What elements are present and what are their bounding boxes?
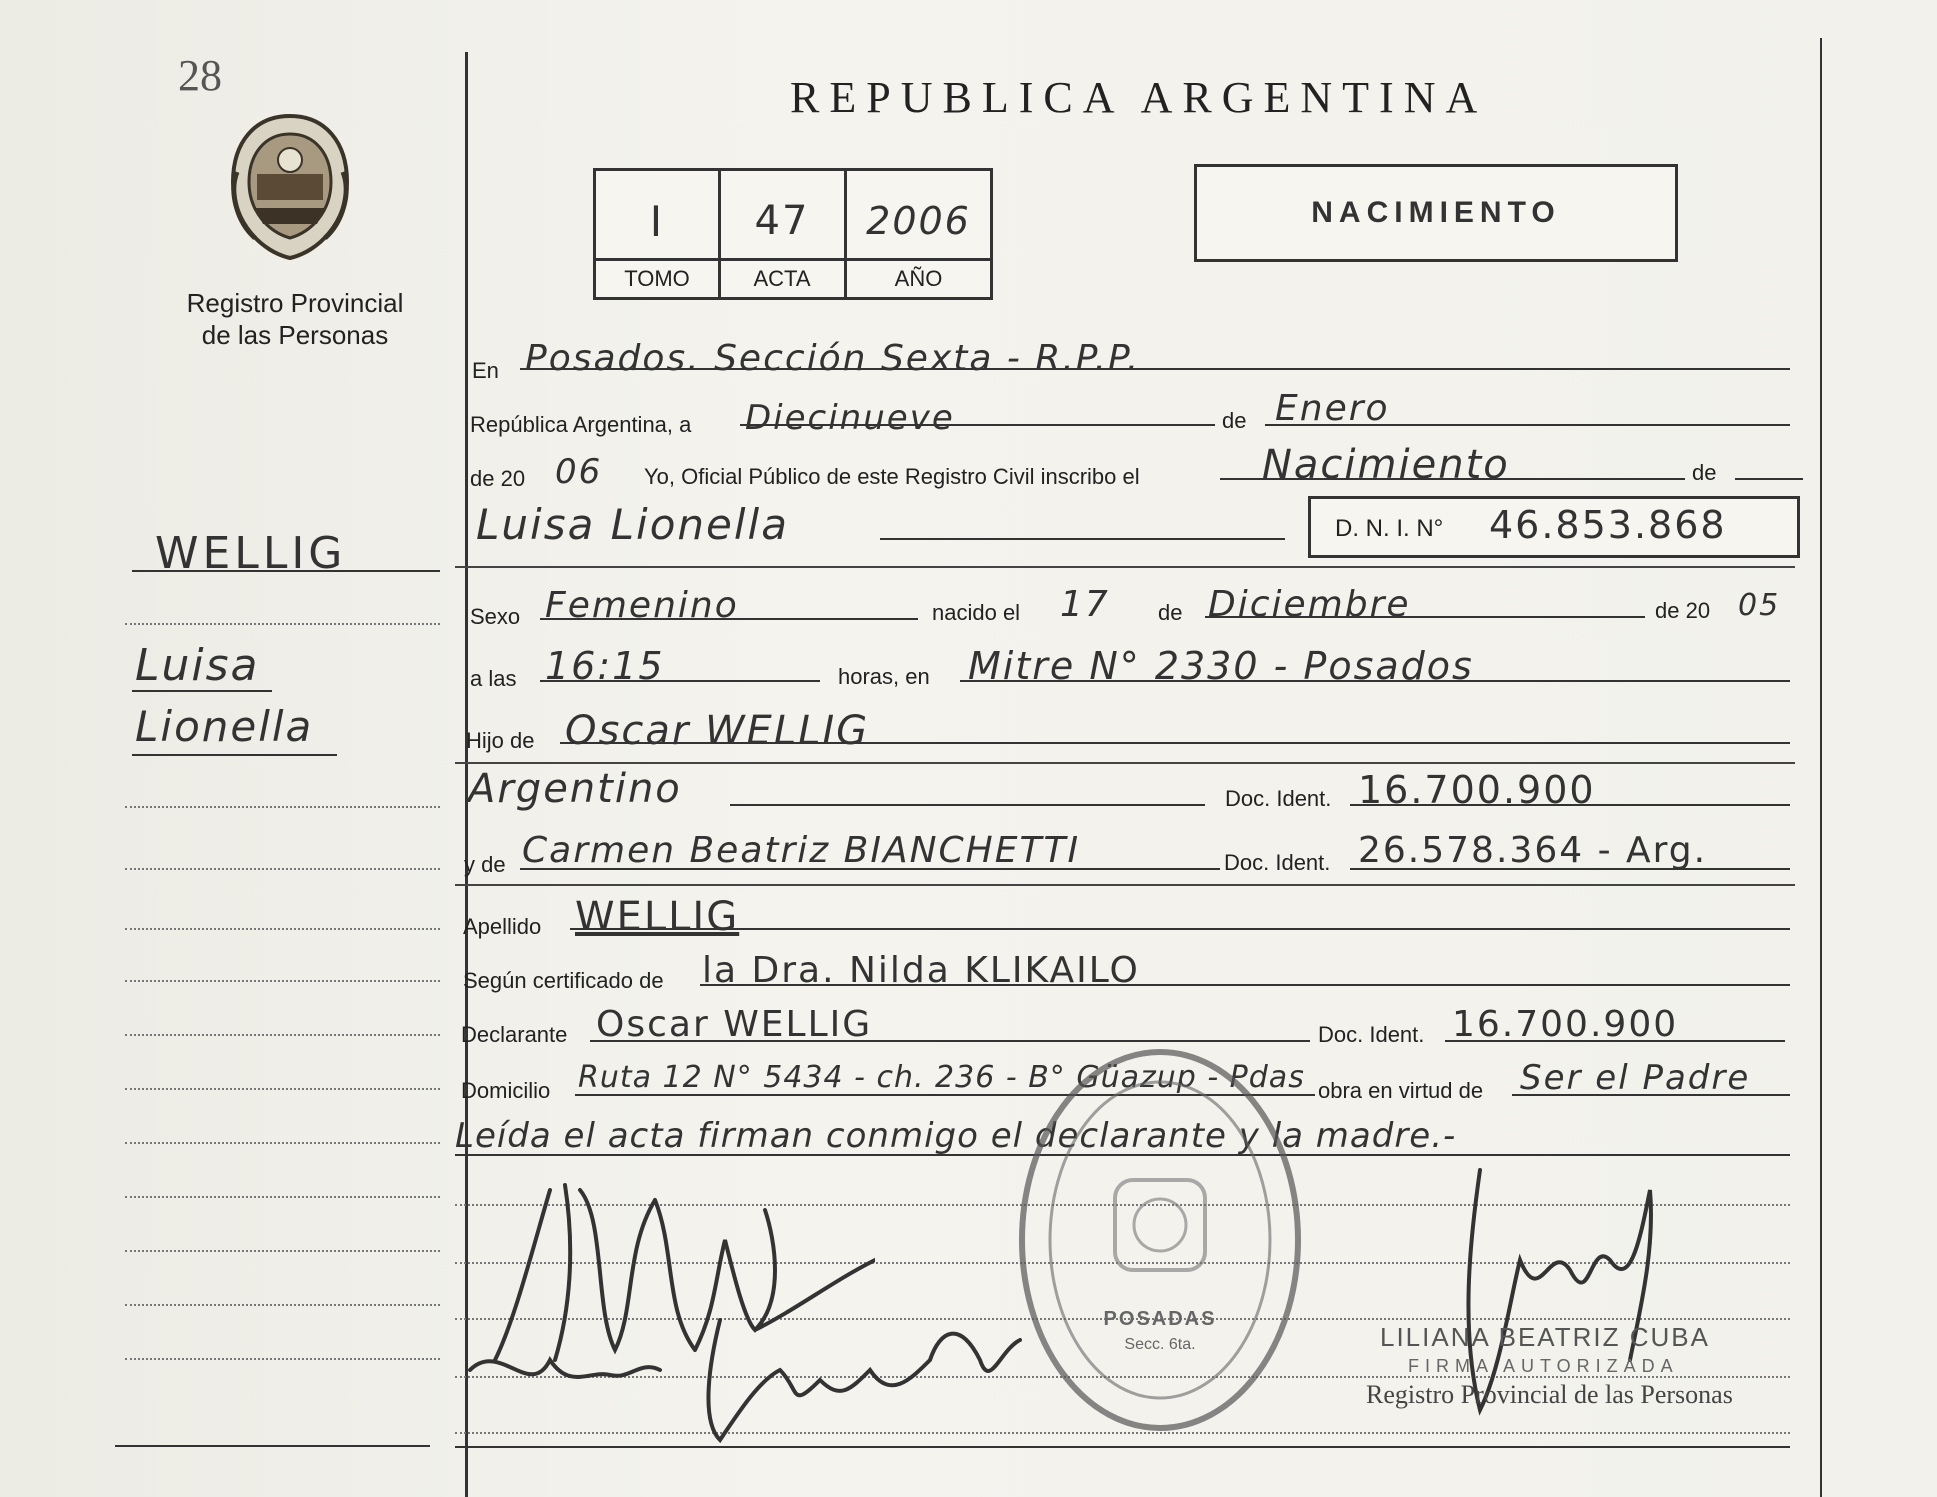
tomo-value: I — [649, 196, 665, 246]
registry-name-line1: Registro Provincial — [186, 288, 404, 318]
lugar-value: Mitre N° 2330 - Posados — [968, 644, 1474, 688]
margin-rule — [125, 1250, 440, 1252]
en-line — [520, 368, 1790, 370]
margin-middle-underline — [132, 754, 337, 756]
alas-label: a las — [470, 666, 517, 691]
page-number: 28 — [178, 51, 222, 100]
margin-rule — [125, 1196, 440, 1198]
tomo-label: TOMO — [624, 266, 690, 291]
child-name-value: Luisa Lionella — [476, 500, 789, 549]
margin-first-underline — [132, 690, 272, 692]
section-rule — [455, 884, 1795, 886]
nacido-month: Diciembre — [1208, 584, 1411, 625]
margin-surname-underline — [132, 570, 440, 572]
official-stamp-icon — [1010, 1040, 1310, 1440]
nacido-line — [1205, 616, 1645, 618]
year-value: 06 — [555, 452, 603, 492]
margin-rule — [125, 1142, 440, 1144]
day-value: Diecinueve — [745, 398, 955, 438]
padre-doc-value: 16.700.900 — [1358, 768, 1596, 812]
inscribo-line — [1220, 478, 1685, 480]
madre-line — [520, 868, 1220, 870]
lugar-line — [960, 680, 1790, 682]
dni-value: 46.853.868 — [1489, 503, 1727, 547]
segun-line — [700, 984, 1790, 986]
stamp-section: Secc. 6ta. — [1124, 1336, 1196, 1353]
registry-name-line2: de las Personas — [201, 320, 389, 350]
de20-label: de 20 — [1655, 598, 1711, 623]
margin-surname: WELLIG — [155, 528, 347, 579]
month-de-label: de — [1222, 408, 1247, 433]
anio-value: 2006 — [866, 199, 971, 243]
hora-value: 16:15 — [545, 644, 665, 688]
acta-label: ACTA — [753, 266, 811, 291]
domicilio-value: Ruta 12 N° 5434 - ch. 236 - B° Güazup - Pdas — [578, 1060, 1305, 1095]
official-name: LILIANA BEATRIZ CUBA — [1380, 1322, 1710, 1352]
madre-doc-label: Doc. Ident. — [1224, 850, 1331, 875]
madre-value: Carmen Beatriz BIANCHETTI — [522, 830, 1081, 871]
horas-label: horas, en — [838, 664, 930, 689]
margin-middle-name: Lionella — [135, 702, 314, 751]
en-value: Posados. Sección Sexta - R.P.P. — [525, 338, 1141, 379]
margin-rule — [125, 1358, 440, 1360]
inscribo-de-line — [1735, 478, 1803, 480]
apellido-value: WELLIG — [575, 894, 740, 940]
margin-first-name: Luisa — [135, 640, 260, 691]
nacido-year: 05 — [1738, 588, 1781, 623]
padre-line — [560, 742, 1790, 744]
segun-label: Según certificado de — [463, 968, 664, 993]
section-rule — [455, 762, 1795, 764]
margin-bottom-rule — [115, 1445, 430, 1447]
madre-signature-icon — [460, 1300, 1030, 1450]
margin-rule — [125, 806, 440, 808]
official-title: FIRMA AUTORIZADA — [1408, 1356, 1679, 1376]
madre-doc-value: 26.578.364 - Arg. — [1358, 830, 1708, 871]
stamp-city: POSADAS — [1103, 1308, 1217, 1330]
padre-doc-label: Doc. Ident. — [1225, 786, 1332, 811]
segun-value: la Dra. Nilda KLIKAILO — [702, 950, 1140, 991]
dni-box — [1308, 496, 1800, 558]
declarante-doc-line — [1445, 1040, 1785, 1042]
declarante-value: Oscar WELLIG — [596, 1004, 873, 1045]
month-value: Enero — [1275, 388, 1390, 429]
obra-line — [1512, 1094, 1790, 1096]
hijo-label: Hijo de — [466, 728, 535, 753]
padre-value: Oscar WELLIG — [565, 708, 870, 754]
anio-label: AÑO — [894, 266, 943, 291]
child-name-line — [880, 538, 1285, 540]
official-org: Registro Provincial de las Personas — [1366, 1380, 1733, 1409]
obra-label: obra en virtud de — [1318, 1078, 1484, 1103]
day-line — [740, 424, 1215, 426]
section-rule — [455, 566, 1795, 568]
country-title: REPUBLICA ARGENTINA — [790, 73, 1488, 122]
margin-rule — [125, 928, 440, 930]
hora-line — [540, 680, 820, 682]
apellido-label: Apellido — [463, 914, 542, 939]
margin-rule — [125, 623, 440, 625]
padre-nac-line — [730, 804, 1205, 806]
misiones-seal-icon — [225, 112, 355, 262]
margin-rule — [125, 1304, 440, 1306]
declarante-doc-label: Doc. Ident. — [1318, 1022, 1425, 1047]
acta-value: 47 — [754, 198, 810, 244]
margin-rule — [125, 1034, 440, 1036]
dni-label: D. N. I. N° — [1335, 515, 1444, 542]
declarante-doc-value: 16.700.900 — [1452, 1004, 1679, 1045]
year-prefix: de 20 — [470, 466, 526, 491]
inscribo-label: Yo, Oficial Público de este Registro Civil inscribo el — [644, 464, 1140, 489]
doc-type-box — [1194, 164, 1678, 262]
obra-value: Ser el Padre — [1520, 1058, 1751, 1098]
margin-rule — [125, 868, 440, 870]
doc-type-title: NACIMIENTO — [1311, 196, 1561, 229]
apellido-line — [570, 928, 1790, 930]
padre-nacionalidad: Argentino — [468, 766, 682, 812]
domicilio-label: Domicilio — [461, 1078, 551, 1103]
nacido-day: 17 — [1060, 584, 1110, 625]
sexo-label: Sexo — [470, 604, 521, 629]
column-divider-right — [1820, 38, 1822, 1497]
leida-value: Leída el acta firman conmigo el declarante y la madre.- — [455, 1116, 1457, 1156]
nacido-label: nacido el — [932, 600, 1021, 625]
sexo-line — [540, 618, 918, 620]
sexo-value: Femenino — [545, 585, 739, 626]
madre-doc-line — [1350, 868, 1790, 870]
inscribo-de-label: de — [1692, 460, 1717, 485]
rep-label: República Argentina, a — [470, 412, 692, 437]
margin-rule — [125, 980, 440, 982]
inscribo-value: Nacimiento — [1262, 442, 1510, 488]
record-box — [593, 168, 993, 300]
padre-doc-line — [1350, 804, 1790, 806]
en-label: En — [472, 358, 499, 383]
yde-label: y de — [464, 852, 506, 877]
month-line — [1265, 424, 1790, 426]
declarante-label: Declarante — [461, 1022, 568, 1047]
nacido-de-label: de — [1158, 600, 1183, 625]
margin-rule — [125, 1088, 440, 1090]
